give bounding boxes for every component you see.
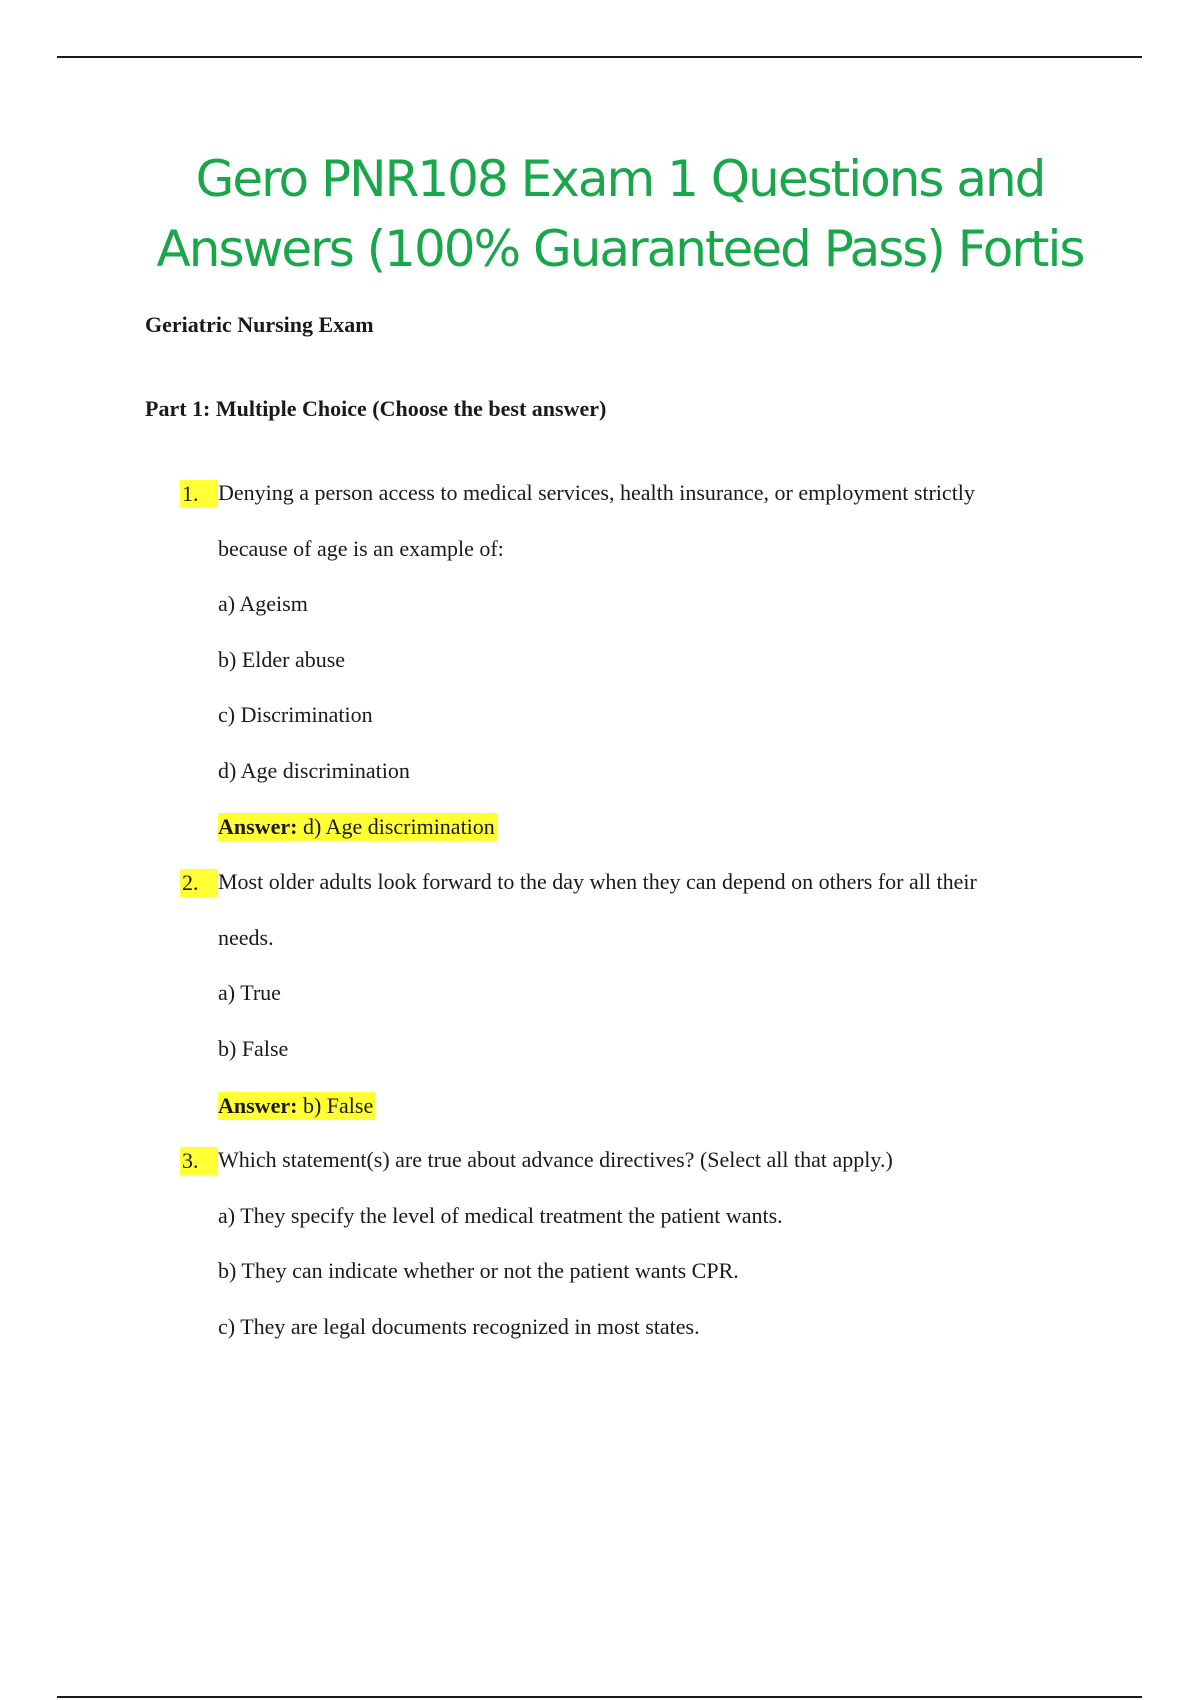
- option-b: b) False: [218, 1036, 289, 1061]
- question-number: 2.: [180, 869, 218, 897]
- answer-2: [218, 1092, 375, 1120]
- option-b: b) They can indicate whether or not the patient wants CPR.: [218, 1258, 739, 1283]
- answer-value: d) Age discrimination: [302, 814, 495, 839]
- answer-value: b) False: [302, 1093, 374, 1118]
- option-a: a) They specify the level of medical treatment the patient wants.: [218, 1203, 783, 1228]
- bottom-rule: [57, 1696, 1142, 1698]
- document-title: [0, 144, 1200, 284]
- option-b: b) Elder abuse: [218, 647, 346, 672]
- option-c: c) They are legal documents recognized in most states.: [218, 1314, 700, 1339]
- question-text-line-1: Which statement(s) are true about advance directives? (Select all that apply.): [218, 1147, 893, 1172]
- question-text-line-2: because of age is an example of:: [218, 536, 504, 561]
- answer-1: [218, 813, 497, 841]
- answer-label: Answer:: [218, 1093, 298, 1118]
- question-text-line-2: needs.: [218, 925, 274, 950]
- exam-subtitle: Geriatric Nursing Exam: [145, 312, 374, 337]
- question-number: 3.: [180, 1147, 218, 1175]
- question-text-line-1: Most older adults look forward to the day when they can depend on others for all their: [218, 869, 977, 894]
- option-c: c) Discrimination: [218, 702, 373, 727]
- title-line-2: Answers (100% Guaranteed Pass) Fortis: [156, 220, 1084, 278]
- option-a: a) True: [218, 980, 281, 1005]
- option-d: d) Age discrimination: [218, 758, 410, 783]
- title-line-1: Gero PNR108 Exam 1 Questions and: [195, 150, 1045, 208]
- question-text-line-1: Denying a person access to medical services, health insurance, or employment strictly: [218, 480, 975, 505]
- part-heading: Part 1: Multiple Choice (Choose the best answer): [145, 396, 607, 421]
- question-number: 1.: [180, 480, 218, 508]
- answer-label: Answer:: [218, 814, 298, 839]
- option-a: a) Ageism: [218, 591, 308, 616]
- top-rule: [57, 56, 1142, 58]
